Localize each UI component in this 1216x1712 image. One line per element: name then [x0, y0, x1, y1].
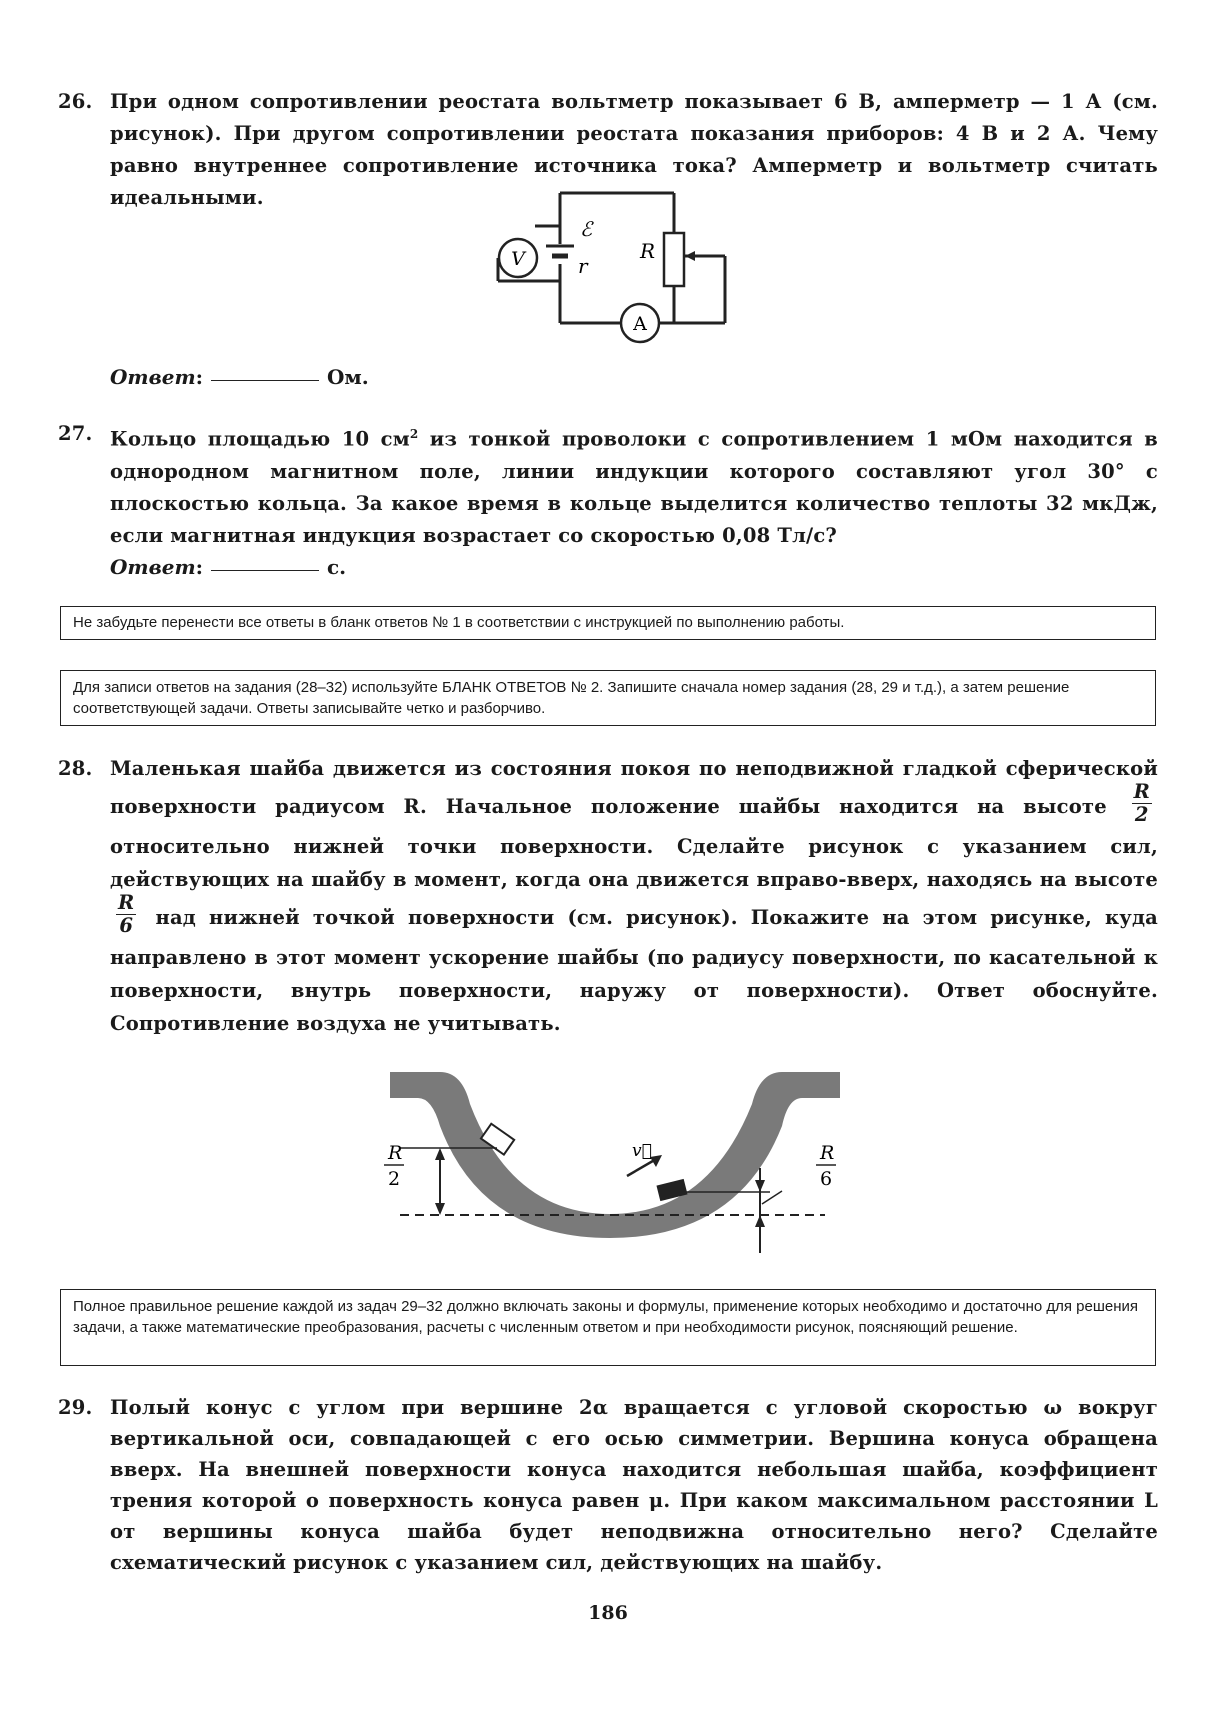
task-text: Полый конус с углом при вершине 2α вращается с угловой скоростью ω вокруг вертикальной оси, совпадающей с его осью симметрии. Вершина конуса обращена вверх. На внешней поверхности конуса находится небольшая шайба, коэффициент трения которой о поверхность конуса равен μ. При каком максимальном расстоянии L от вершины конуса шайба будет неподвижна относительно него? Сделайте схематический рисунок с указанием сил, действующих на шайбу. [110, 1396, 1158, 1574]
page-number: 186 [588, 1602, 628, 1624]
right-height-denominator: 6 [820, 1168, 833, 1190]
note-transfer-answers: Не забудьте перенести все ответы в бланк ответов № 1 в соответствии с инструкцией по выполнению работы. [60, 606, 1156, 640]
fraction-r-2: $\frac{R}{2}$ [1133, 780, 1150, 826]
circuit-diagram [480, 188, 730, 348]
task-text: Кольцо площадью 10 $см^2$ из тонкой проволоки с сопротивлением 1 мОм находится в однородном магнитном поле, линии индукции которого составляют угол 30° с плоскостью кольца. За какое время в кольце выделится количество теплоты 32 мкДж, если магнитная индукция возрастает со скоростью 0,08 Тл/с? [110, 427, 1158, 547]
task-number: 27. [58, 422, 93, 445]
emf-label: ℰ [580, 217, 593, 241]
velocity-label: v⃗ [632, 1141, 652, 1161]
answer-label: Ответ [110, 555, 196, 579]
task-number: 28. [58, 757, 93, 780]
left-height-denominator: 2 [388, 1168, 401, 1190]
answer-label: Ответ [110, 365, 196, 389]
voltmeter-label: V [511, 248, 525, 270]
internal-resistance-label: r [578, 254, 588, 278]
answer-blank[interactable] [211, 570, 319, 571]
answer-27: Ответ: с. [110, 555, 347, 579]
fraction-r-6: $\frac{R}{6}$ [118, 891, 135, 937]
task-number: 29. [58, 1396, 93, 1419]
task-text: Маленькая шайба движется из состояния покоя по неподвижной гладкой сферической поверхности радиусом R. Начальное положение шайбы находится на высоте $\frac{R}{2}$ относительно нижней точки поверхности. Сделайте рисунок с указанием сил, действующих на шайбу в момент, когда она движется вправо-вверх, находясь на высоте $\frac{R}{6}$ над нижней точкой поверхности (см. рисунок). Покажите на этом рисунке, куда направлено в этот момент ускорение шайбы (по радиусу поверхности, по касательной к поверхности, внутрь поверхности, наружу от поверхности). Ответ обоснуйте. Сопротивление воздуха не учитывать. [110, 757, 1158, 1035]
task-number: 26. [58, 90, 93, 113]
answer-26: Ответ: Ом. [110, 365, 369, 389]
task-28 [58, 752, 1158, 1040]
answer-blank[interactable] [211, 380, 319, 381]
right-height-numerator: R [820, 1142, 835, 1164]
left-height-numerator: R [388, 1142, 403, 1164]
task-text: При одном сопротивлении реостата вольтметр показывает 6 В, амперметр — 1 А (см. рисунок). При другом сопротивлении реостата показания приборов: 4 В и 2 А. Чему равно внутреннее сопротивление источника тока? Амперметр и вольтметр считать идеальными. [110, 90, 1158, 209]
task-27 [58, 418, 1158, 552]
rheostat-label: R [640, 239, 656, 263]
sphere-surface-figure [370, 1068, 840, 1253]
note-full-solution: Полное правильное решение каждой из задач 29–32 должно включать законы и формулы, применение которых необходимо и достаточно для решения задачи, а также математические преобразования, расчеты с численным ответом и при необходимости рисунок, поясняющий решение. [60, 1289, 1156, 1366]
ammeter-label: A [633, 313, 647, 335]
answer-unit: Ом. [327, 365, 369, 389]
task-29 [58, 1392, 1158, 1578]
note-answer-form-2: Для записи ответов на задания (28–32) используйте БЛАНК ОТВЕТОВ № 2. Запишите сначала номер задания (28, 29 и т.д.), а затем решение соответствующей задачи. Ответы записывайте четко и разборчиво. [60, 670, 1156, 726]
answer-unit: с. [327, 555, 347, 579]
